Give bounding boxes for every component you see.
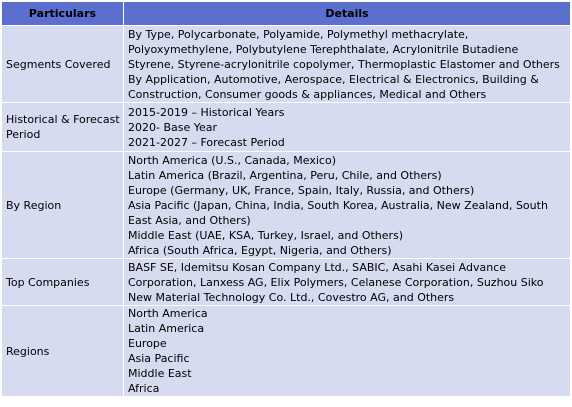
detail-line: North America (U.S., Canada, Mexico) [128,153,336,167]
row-details [124,306,571,397]
row-label: By Region [2,152,124,259]
detail-line: Latin America (Brazil, Argentina, Peru, Chile, and Others) [128,168,442,182]
detail-line: BASF SE, Idemitsu Kosan Company Ltd., SABIC, Asahi Kasei Advance Corporation, Lanxess AG, Elix Polymers, Celanese Corporation, Suzhou Siko New Material Technology Co. Ltd., Covestro AG, and Others [128,260,544,304]
detail-line: Latin America [128,322,205,335]
table-row-regions [2,306,571,397]
detail-line: By Type, Polycarbonate, Polyamide, Polymethyl methacrylate, Polyoxymethylene, Polybutylene Terephthalate, Acrylonitrile Butadiene Styrene, Styrene-acrylonitrile copolymer, Thermoplastic Elastomer and Others [128,27,560,71]
row-label: Segments Covered [2,26,124,103]
header-particulars: Particulars [2,2,124,26]
detail-line: 2021-2027 – Forecast Period [128,135,285,149]
detail-line: By Application, Automotive, Aerospace, Electrical & Electronics, Building & Construction, Consumer goods & appliances, Medical and Others [128,72,539,101]
row-details [124,152,571,259]
detail-line: 2015-2019 – Historical Years [128,105,285,119]
report-scope-table [1,1,571,397]
detail-line: Africa [128,382,160,395]
detail-line: Middle East [128,367,192,380]
row-details [124,103,571,152]
detail-line: 2020- Base Year [128,120,218,134]
row-details [124,259,571,306]
table-row-top-companies [2,259,571,306]
detail-line: Europe (Germany, UK, France, Spain, Italy, Russia, and Others) [128,183,475,197]
table-row-historical-forecast [2,103,571,152]
row-label: Historical & Forecast Period [2,103,124,152]
row-label: Top Companies [2,259,124,306]
table-header-row [2,2,571,26]
detail-line: Asia Pacific [128,352,190,365]
table-row-by-region [2,152,571,259]
row-label: Regions [2,306,124,397]
header-details: Details [124,2,571,26]
detail-line: Europe [128,337,167,350]
detail-line: Asia Pacific (Japan, China, India, South Korea, Australia, New Zealand, South East Asia, and Others) [128,198,548,227]
table-row-segments-covered [2,26,571,103]
row-details [124,26,571,103]
detail-line: North America [128,307,208,320]
detail-line: Middle East (UAE, KSA, Turkey, Israel, and Others) [128,228,404,242]
detail-line: Africa (South Africa, Egypt, Nigeria, and Others) [128,243,392,257]
